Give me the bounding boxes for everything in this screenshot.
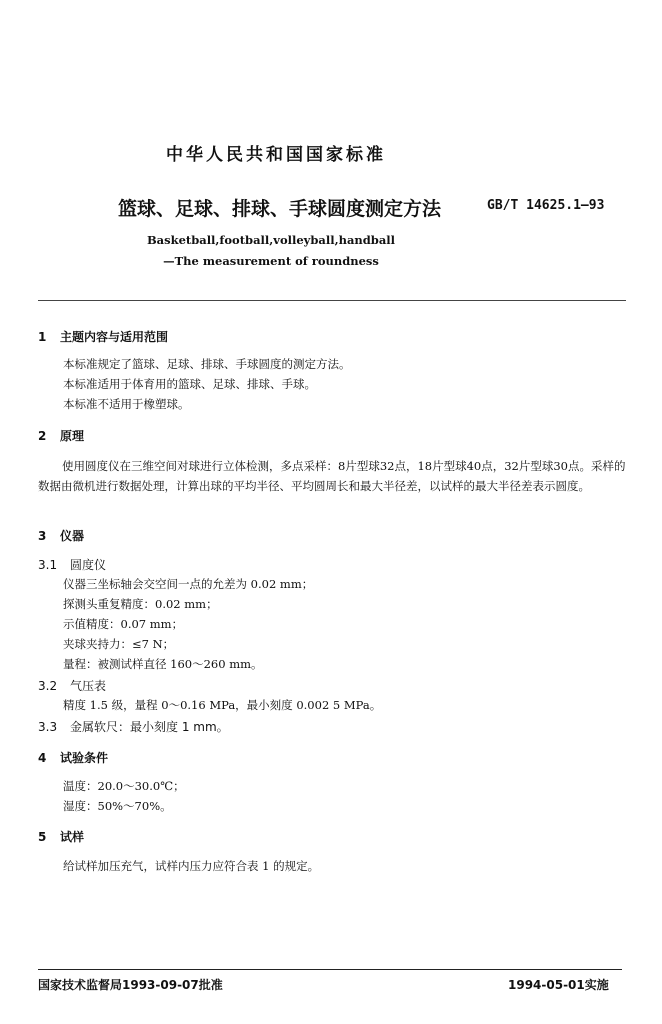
subsection-title: 圆度仪 (70, 558, 107, 572)
spec-line: 示值精度：0.07 mm； (63, 617, 184, 631)
spec-line: 仪器三坐标轴会交空间一点的允差为 0.02 mm； (63, 577, 314, 591)
section-2-paragraph: 使用圆度仪在三维空间对球进行立体检测，多点采样：8片型球32点，18片型球40点，32片型球30点。采样的数据由微机进行数据处理，计算出球的平均半径、平均圆周长和最大半径差，以试样的最大半径差表示圆度。 (38, 459, 626, 493)
standard-code: GB/T 14625.1—93 (487, 198, 605, 213)
section-3-heading (38, 527, 84, 544)
subsection-3-2-heading (38, 677, 106, 694)
section-number: 5 (38, 830, 47, 844)
document-title-en-line2: —The measurement of roundness (163, 254, 379, 268)
header-divider (38, 300, 626, 301)
section-title: 原理 (60, 429, 85, 443)
document-title-en-line1: Basketball,football,volleyball,handball (146, 233, 396, 247)
section-1-line-2: 本标准适用于体育用的篮球、足球、排球、手球。 (63, 377, 316, 391)
sample-line: 给试样加压充气，试样内压力应符合表 1 的规定。 (63, 859, 320, 873)
approval-date: 国家技术监督局1993-09-07批准 (38, 978, 223, 992)
section-number: 4 (38, 751, 47, 765)
section-1-line-3: 本标准不适用于橡塑球。 (63, 397, 190, 411)
subsection-3-1-heading (38, 556, 106, 573)
section-number: 2 (38, 429, 47, 443)
condition-line: 湿度：50%～70%。 (63, 799, 172, 813)
section-title: 仪器 (60, 529, 85, 543)
section-2-heading (38, 427, 84, 444)
spec-line: 精度 1.5 级，量程 0～0.16 MPa，最小刻度 0.002 5 MPa。 (63, 698, 382, 712)
spec-line: 探测头重复精度：0.02 mm； (63, 597, 218, 611)
condition-line: 温度：20.0～30.0℃； (63, 779, 185, 793)
section-1-heading (38, 328, 168, 345)
spec-line: 量程：被测试样直径 160～260 mm。 (63, 657, 263, 671)
subsection-number: 3.1 (38, 558, 58, 572)
document-title-cn: 篮球、足球、排球、手球圆度测定方法 (118, 198, 442, 220)
section-title: 主题内容与适用范围 (60, 330, 169, 344)
section-5-heading (38, 828, 84, 845)
spec-line: 夹球夹持力：≤7 N； (63, 637, 175, 651)
subsection-text: 金属软尺：最小刻度 1 mm。 (70, 720, 229, 734)
section-4-heading (38, 749, 108, 766)
subsection-title: 气压表 (70, 679, 107, 693)
section-1-line-1: 本标准规定了篮球、足球、排球、手球圆度的测定方法。 (63, 357, 351, 371)
section-number: 1 (38, 330, 47, 344)
national-standard-label: 中华人民共和国国家标准 (166, 145, 386, 165)
subsection-number: 3.3 (38, 720, 58, 734)
section-title: 试验条件 (60, 751, 109, 765)
footer-divider (38, 969, 622, 970)
section-number: 3 (38, 529, 47, 543)
implementation-date: 1994-05-01实施 (508, 978, 609, 992)
subsection-3-3 (38, 718, 229, 735)
subsection-number: 3.2 (38, 679, 58, 693)
section-title: 试样 (60, 830, 85, 844)
